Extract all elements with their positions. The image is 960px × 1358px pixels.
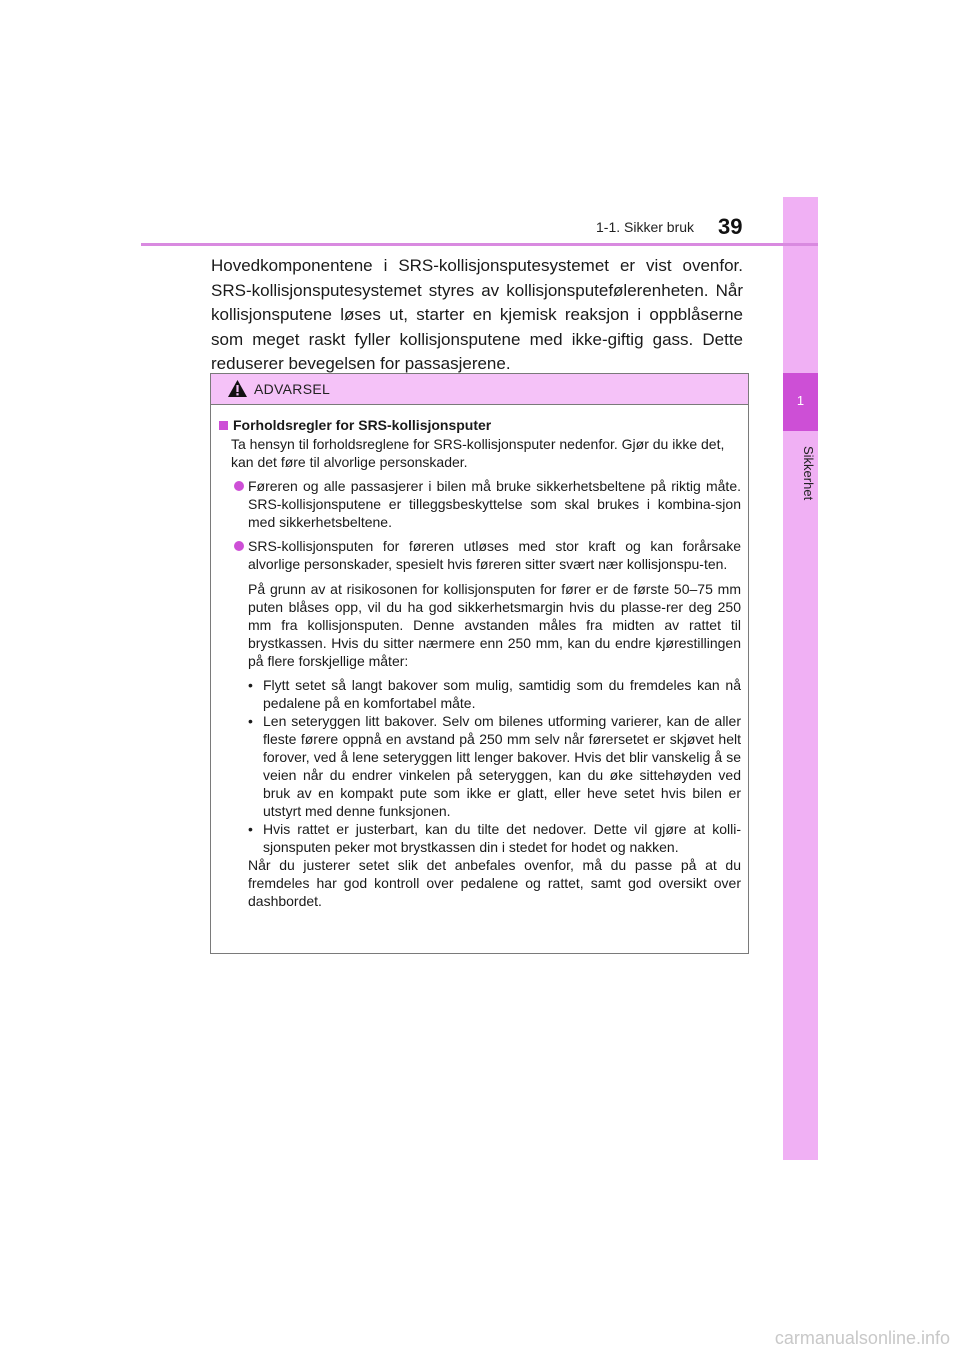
section-header: 1-1. Sikker bruk — [596, 219, 695, 235]
dot-marker-icon: • — [248, 677, 253, 693]
header-rule — [141, 243, 818, 246]
closing-paragraph: Når du justerer setet slik det anbefales ovenfor, må du passe på at du fremdeles har god kontroll over pedalene og rattet, samt god oversikt over dashbordet. — [248, 857, 741, 909]
dot-marker-icon: • — [248, 821, 253, 837]
intro-line: SRS-kollisjonsputesystemet styres av kollisjonsputefølerenheten. Når — [211, 280, 743, 300]
square-bullet-icon — [219, 421, 228, 430]
intro-line: kollisjonsputene løses ut, starter en kjemisk reaksjon i oppblåserne — [211, 305, 743, 324]
dot-marker-icon: • — [248, 713, 253, 729]
intro-line: reduserer bevegelsen for passasjerene. — [211, 354, 511, 373]
warning-header — [211, 374, 748, 405]
warning-body — [211, 405, 748, 910]
chapter-side-tab — [783, 197, 818, 1160]
intro-line: som meget raskt fyller kollisjonsputene med ikke-giftig gass. Dette — [211, 329, 743, 349]
list-item-text: Hvis rattet er justerbart, kan du tilte det nedover. Dette vil gjøre at kolli-sjonsputen peker mot brystkassen din i stedet for hodet og nakken. — [263, 821, 741, 855]
bullet-text: SRS-kollisjonsputen for føreren utløses med stor kraft og kan forårsake alvorlige personskader, spesielt hvis føreren sitter svært nær kollisjonspu-ten. — [248, 538, 741, 572]
list-item — [248, 820, 741, 856]
list-item-text: Len seteryggen litt bakover. Selv om bilenes utforming varierer, kan de aller fleste førere oppnå en avstand på 250 mm selv når førersetet er skjøvet helt forover, ved å lene seteryggen litt lenger bakover. Hvis det blir vanskelig å se veien når du endrer vinkelen på seteryggen, kan du øke sittehøyden ved bruk av en kompakt pute som ikke er glatt, eller heve setet hvis bilen er utstyrt med denne funksjonen. — [263, 713, 741, 819]
distance-paragraph: På grunn av at risikosonen for kollisjonsputen for fører er de første 50–75 mm puten blåses opp, vil du ha god sikkerhetsmargin hvis du plasse-rer deg 250 mm fra kollisjonsputen. Denne avstanden måles fra midten av rattet til brystkassen. Hvis du sitter nærmere enn 250 mm, kan du endre kjørestillingen på flere forskjellige måter: — [248, 581, 741, 669]
adjustment-list — [218, 676, 741, 856]
warning-bullet — [218, 477, 741, 531]
warning-lead: Ta hensyn til forholdsreglene for SRS-kollisjonsputer nedenfor. Gjør du ikke det, kan det føre til alvorlige personskader. — [231, 436, 725, 470]
intro-line: Hovedkomponentene i SRS-kollisjonsputesystemet er vist ovenfor. — [211, 256, 743, 275]
warning-bullet — [218, 537, 741, 573]
round-bullet-icon — [234, 541, 244, 551]
page-number: 39 — [718, 214, 743, 239]
warning-section-title — [218, 416, 741, 434]
footer-watermark: carmanualsonline.info — [774, 1328, 950, 1348]
chapter-label: Sikkerhet — [801, 445, 816, 501]
list-item-text: Flytt setet så langt bakover som mulig, samtidig som du fremdeles kan nå pedalene på en komfortabel måte. — [263, 677, 741, 711]
list-item — [248, 712, 741, 820]
chapter-number: 1 — [796, 393, 805, 408]
bullet-text: Føreren og alle passasjerer i bilen må bruke sikkerhetsbeltene på riktig måte. SRS-kollisjonsputene er tilleggsbeskyttelse som skal brukes i kombina-sjon med sikkerhetsbeltene. — [248, 478, 741, 530]
warning-title: ADVARSEL — [254, 381, 331, 397]
section-title-text: Forholdsregler for SRS-kollisjonsputer — [233, 417, 492, 433]
round-bullet-icon — [234, 481, 244, 491]
warning-triangle-icon — [227, 379, 248, 398]
warning-box — [210, 373, 749, 954]
list-item — [248, 676, 741, 712]
intro-paragraph — [211, 254, 743, 377]
